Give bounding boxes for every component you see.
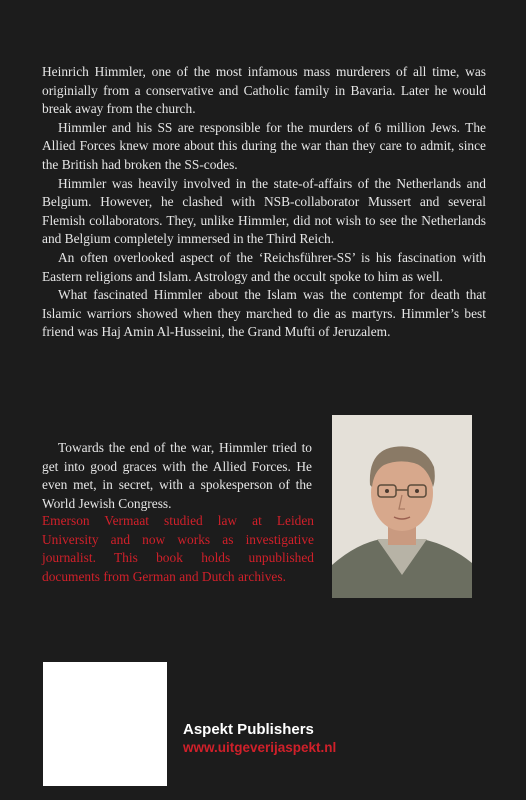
blurb-paragraph-4: An often overlooked aspect of the ‘Reichsführer-SS’ is his fascination with Eastern religions and Islam. Astrology and the occult spoke to him as well.: [42, 249, 486, 284]
blurb-paragraph-1: Heinrich Himmler, one of the most infamous mass murderers of all time, was originially from a conservative and Catholic family in Bavaria. Later he would break away from the church.: [42, 64, 486, 117]
blurb-paragraph-6: Towards the end of the war, Himmler tried to get into good graces with the Allied Forces. He even met, in secret, with a spokesperson of the World Jewish Congress.: [42, 440, 312, 511]
blurb-paragraph-2: Himmler and his SS are responsible for the murders of 6 million Jews. The Allied Forces knew more about this during the war than they care to admit, since the British had broken the SS-codes.: [42, 119, 486, 172]
blurb-text: [42, 63, 486, 342]
publisher-name: Aspekt Publishers: [183, 721, 314, 738]
barcode-area: [43, 662, 167, 786]
publisher-website[interactable]: www.uitgeverijaspekt.nl: [183, 740, 337, 755]
blurb-paragraph-5: What fascinated Himmler about the Islam was the contempt for death that Islamic warriors showed when they marched to die as martyrs. Himmler’s best friend was Haj Amin Al-Husseini, the Grand Mufti of Jeruzalem.: [42, 287, 486, 340]
blurb-paragraph-3: Himmler was heavily involved in the state-of-affairs of the Netherlands and Belgium. However, he clashed with NSB-collaborator Mussert and several Flemish collaborators. They, unlike Himmler, did not wish to see the Netherlands and Belgium completely immersed in the Third Reich.: [42, 175, 486, 247]
blurb-paragraph-6-wrap: [42, 439, 312, 513]
author-bio: Emerson Vermaat studied law at Leiden University and now works as investigative journalist. This book holds unpublished documents from German and Dutch archives.: [42, 513, 314, 584]
author-portrait-image: [332, 415, 472, 598]
author-photo: [332, 415, 472, 598]
